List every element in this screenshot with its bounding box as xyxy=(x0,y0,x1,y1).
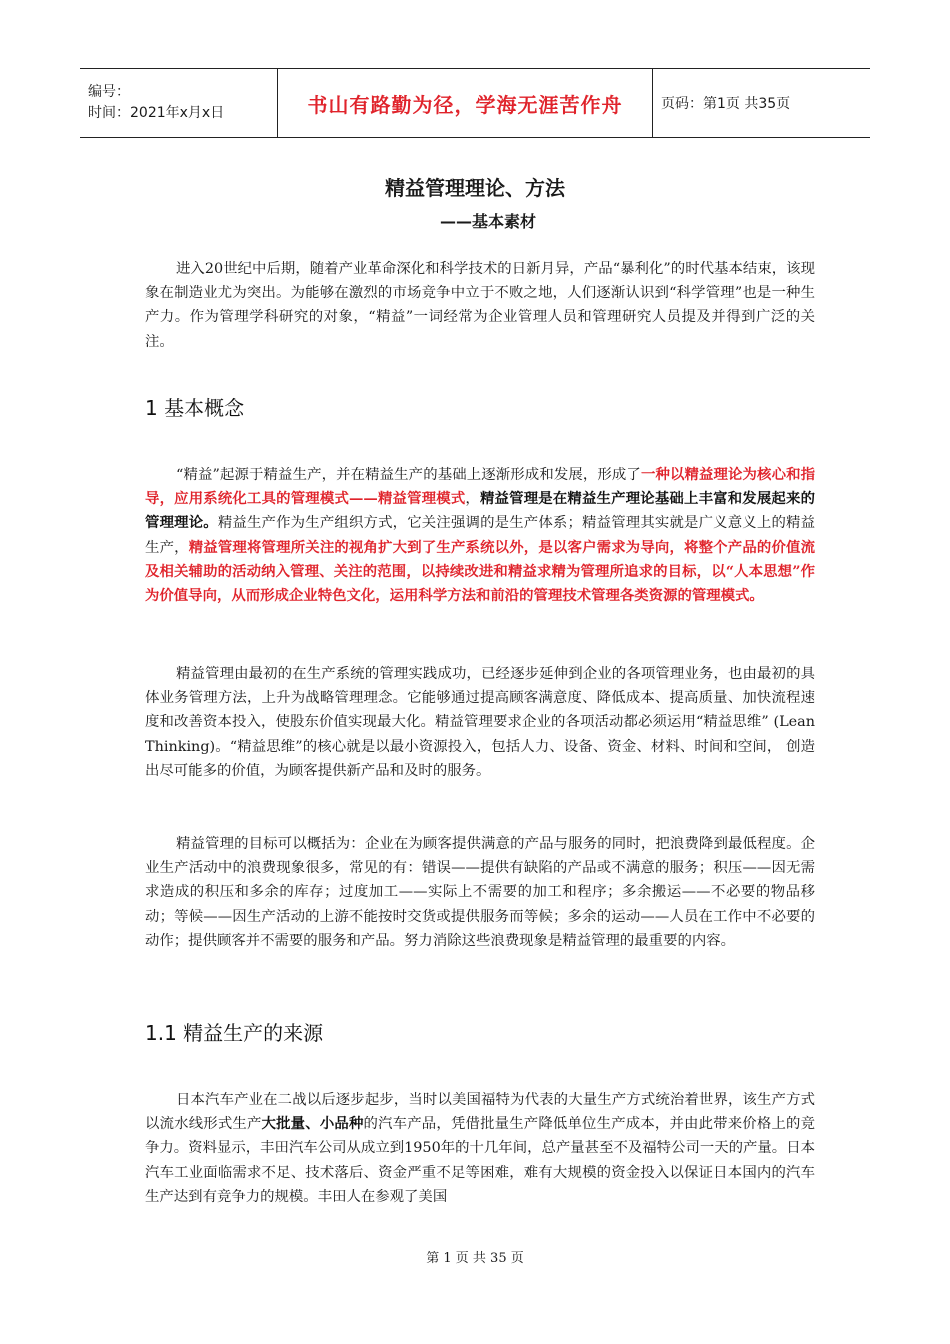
text-run: 精益生产作为生产组织方式，它关注强调的是生产体系；精益管理其实就是广义意义上的精益生产， xyxy=(145,515,815,556)
number-label: 编号： xyxy=(88,84,130,100)
intro-paragraph: 进入20世纪中后期，随着产业革命深化和科学技术的日新月异，产品“暴利化”的时代基本结束，该现象在制造业尤为突出。为能够在激烈的市场竞争中立于不败之地，人们逐渐认识到“科学管理”也是一种生产力。作为管理学科研究的对象，“精益”一词经常为企业管理人员和管理研究人员提及并得到广泛的关注。 xyxy=(145,261,815,350)
highlight-bold: 精益管理是在精益生产理论基础上丰富和发展起来的管理理论。 xyxy=(145,490,815,532)
highlight-bold: 大批量、小品种 xyxy=(261,1115,364,1133)
text-run: 日本汽车产业在二战以后逐步起步，当时以美国福特为代表的大量生产方式统治着世界，该生产方式以流水线形式生产 xyxy=(145,1092,815,1133)
text-run: “精益”起源于精益生产，并在精益生产的基础上逐渐形成和发展，形成了 xyxy=(176,467,641,483)
page-info: 页码：第1页 共35页 xyxy=(661,96,791,112)
highlight-red: 精益管理将管理所关注的视角扩大到了生产系统以外，是以客户需求为导向，将整个产品的价值流及相关辅助的活动纳入管理、关注的范围，以持续改进和精益求精为管理所追求的目标，以“人本思想”作为价值导向，从而形成企业特色文化，运用科学方法和前沿的管理技术管理各类资源的管理模式。 xyxy=(145,538,815,605)
highlight-red: 一种以精益理论为核心和指导，应用系统化工具的管理模式——精益管理模式 xyxy=(145,466,815,508)
header-motto-cell xyxy=(278,69,653,137)
section-heading-1-1: 1.1 精益生产的来源 xyxy=(145,1021,324,1045)
text-run: ， xyxy=(465,491,480,508)
motto: 书山有路勤为径，学海无涯苦作舟 xyxy=(307,92,623,117)
time-label: 时间：2021年x月x日 xyxy=(88,105,225,121)
document-subtitle: ——基本素材 xyxy=(440,212,537,231)
section-heading-1: 1 基本概念 xyxy=(145,396,245,420)
page-header xyxy=(80,68,870,138)
document-title: 精益管理理论、方法 xyxy=(385,176,565,200)
header-page-cell xyxy=(653,69,870,137)
text-run: 的汽车产品，凭借批量生产降低单位生产成本，并由此带来价格上的竞争力。资料显示，丰田汽车公司从成立到1950年的十几年间，总产量甚至不及福特公司一天的产量。日本汽车工业面临需求不足、技术落后、资金严重不足等困难，难有大规模的资金投入以保证日本国内的汽车生产达到有竞争力的规模。丰田人在参观了美国 xyxy=(145,1116,815,1205)
section11-paragraph-1 xyxy=(145,1088,815,1209)
section1-paragraph-3: 精益管理的目标可以概括为：企业在为顾客提供满意的产品与服务的同时，把浪费降到最低程度。企业生产活动中的浪费现象很多，常见的有：错误——提供有缺陷的产品或不满意的服务；积压——因无需求造成的积压和多余的库存；过度加工——实际上不需要的加工和程序；多余搬运——不必要的物品移动；等候——因生产活动的上游不能按时交货或提供服务而等候；多余的运动——人员在工作中不必要的动作；提供顾客并不需要的服务和产品。努力消除这些浪费现象是精益管理的最重要的内容。 xyxy=(145,836,815,949)
page-footer: 第 1 页 共 35 页 xyxy=(426,1251,524,1266)
header-meta-cell xyxy=(80,69,278,137)
section1-paragraph-2: 精益管理由最初的在生产系统的管理实践成功，已经逐步延伸到企业的各项管理业务，也由最初的具体业务管理方法，上升为战略管理理念。它能够通过提高顾客满意度、降低成本、提高质量、加快流程速度和改善资本投入，使股东价值实现最大化。精益管理要求企业的各项活动都必须运用“精益思维” (Lean Thinking)。“精益思维”的核心就是以最小资源投入，包括人力、设备、资金、材料、时间和空间， 创造出尽可能多的价值，为顾客提供新产品和及时的服务。 xyxy=(145,666,815,779)
section1-paragraph-1 xyxy=(145,463,815,608)
